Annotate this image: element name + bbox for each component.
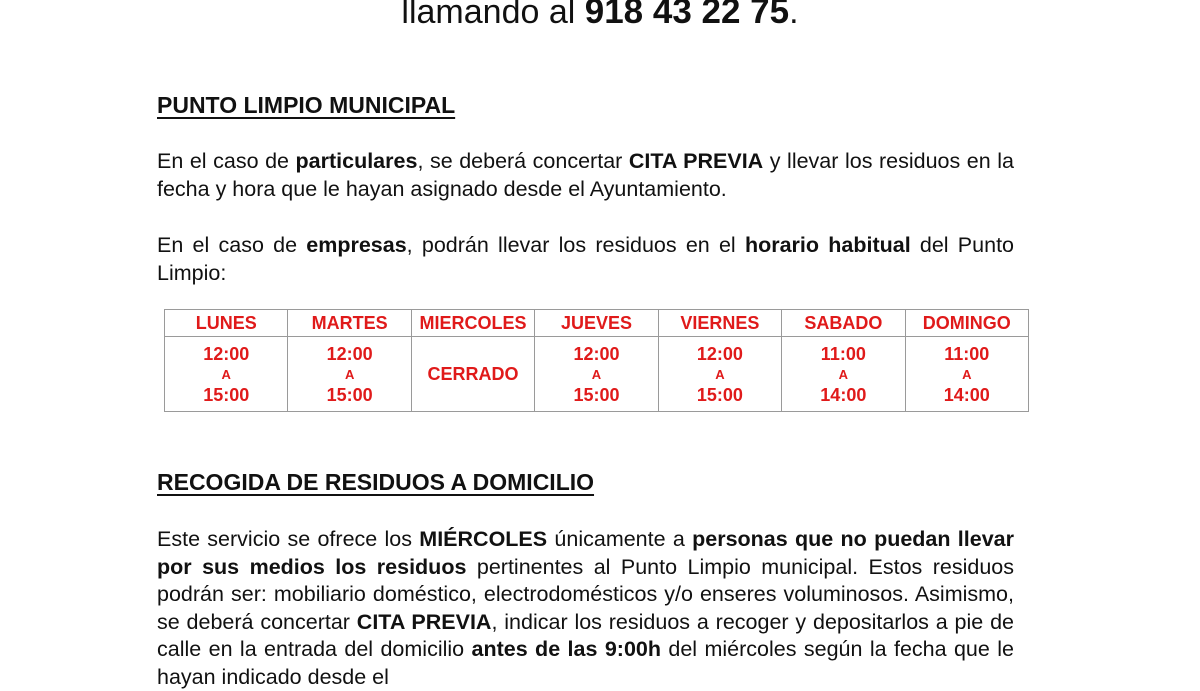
text-run: Este servicio se ofrece los	[157, 527, 420, 551]
day-header: MIERCOLES	[411, 310, 534, 337]
paragraph-empresas	[157, 232, 1014, 287]
text-run: , indicar los residuos a recoger y depositarlos a pie de calle en la entrada del domicilio	[157, 609, 1014, 661]
bold-antes-de-las: antes de las 9:00h	[471, 637, 661, 661]
bold-cita-previa: CITA PREVIA	[356, 609, 492, 634]
time-separator: A	[221, 366, 231, 382]
day-header: VIERNES	[658, 310, 781, 337]
text-run: y llevar los residuos en la fecha y hora que le hayan asignado desde el Ayuntamiento.	[157, 149, 1014, 201]
time-separator: A	[715, 366, 725, 382]
paragraph-recogida	[157, 526, 1014, 691]
hours-cell	[658, 337, 781, 412]
hours-cell	[288, 337, 411, 412]
bold-cita-previa: CITA PREVIA	[628, 149, 764, 173]
hours-cell	[782, 337, 905, 412]
close-time: 15:00	[203, 384, 250, 405]
bold-particulares: particulares	[295, 149, 418, 173]
time-separator: A	[962, 366, 972, 382]
schedule-table	[164, 309, 1029, 412]
text-run: del Punto Limpio:	[157, 233, 1014, 285]
time-separator: A	[344, 366, 355, 382]
open-time: 12:00	[203, 343, 250, 364]
text-run: pertinentes al Punto Limpio municipal. Estos residuos podrán ser: mobiliario doméstico, electrodomésticos y/o enseres voluminosos. Asimismo, se deberá concertar	[157, 554, 1014, 634]
call-prefix: llamando al	[401, 0, 576, 31]
hours-cell-closed	[411, 337, 534, 412]
bold-personas: personas que no puedan llevar por sus medios los residuos	[157, 527, 1014, 579]
text-run: , se deberá concertar	[417, 149, 629, 173]
hours-cell	[535, 337, 658, 412]
bold-horario-habitual: horario habitual	[744, 233, 911, 257]
close-time: 14:00	[820, 384, 867, 405]
schedule-header-row	[165, 310, 1029, 337]
text-run: del miércoles según la fecha que le hayan indicado desde el	[157, 637, 1014, 689]
text-run: En el caso de	[157, 233, 307, 257]
hours-cell	[905, 337, 1028, 412]
day-header: MARTES	[288, 310, 411, 337]
paragraph-particulares	[157, 148, 1014, 203]
call-suffix: .	[789, 0, 799, 31]
bold-miercoles: MIÉRCOLES	[419, 527, 548, 551]
section-title-recogida: RECOGIDA DE RESIDUOS A DOMICILIO	[157, 469, 595, 495]
bold-empresas: empresas	[306, 233, 407, 257]
text-run: , podrán llevar los residuos en el	[406, 233, 745, 257]
text-run: En el caso de	[157, 149, 296, 173]
open-time: 11:00	[944, 343, 990, 364]
phone-line	[0, 0, 1200, 36]
time-separator: A	[591, 366, 602, 382]
day-header: JUEVES	[535, 310, 658, 337]
closed-label: CERRADO	[427, 363, 519, 384]
time-separator: A	[838, 366, 849, 382]
close-time: 14:00	[943, 384, 990, 405]
open-time: 12:00	[696, 343, 743, 364]
open-time: 12:00	[573, 343, 620, 364]
day-header: DOMINGO	[905, 310, 1028, 337]
phone-number: 918 43 22 75	[584, 0, 790, 31]
hours-cell	[165, 337, 288, 412]
close-time: 15:00	[326, 384, 373, 405]
schedule-hours-row	[165, 337, 1029, 412]
day-header: SABADO	[782, 310, 905, 337]
close-time: 15:00	[573, 384, 620, 405]
section-title-punto-limpio: PUNTO LIMPIO MUNICIPAL	[157, 92, 456, 118]
text-run: únicamente a	[547, 527, 693, 551]
day-header: LUNES	[165, 310, 288, 337]
open-time: 11:00	[820, 343, 866, 364]
open-time: 12:00	[326, 343, 373, 364]
close-time: 15:00	[696, 384, 743, 405]
